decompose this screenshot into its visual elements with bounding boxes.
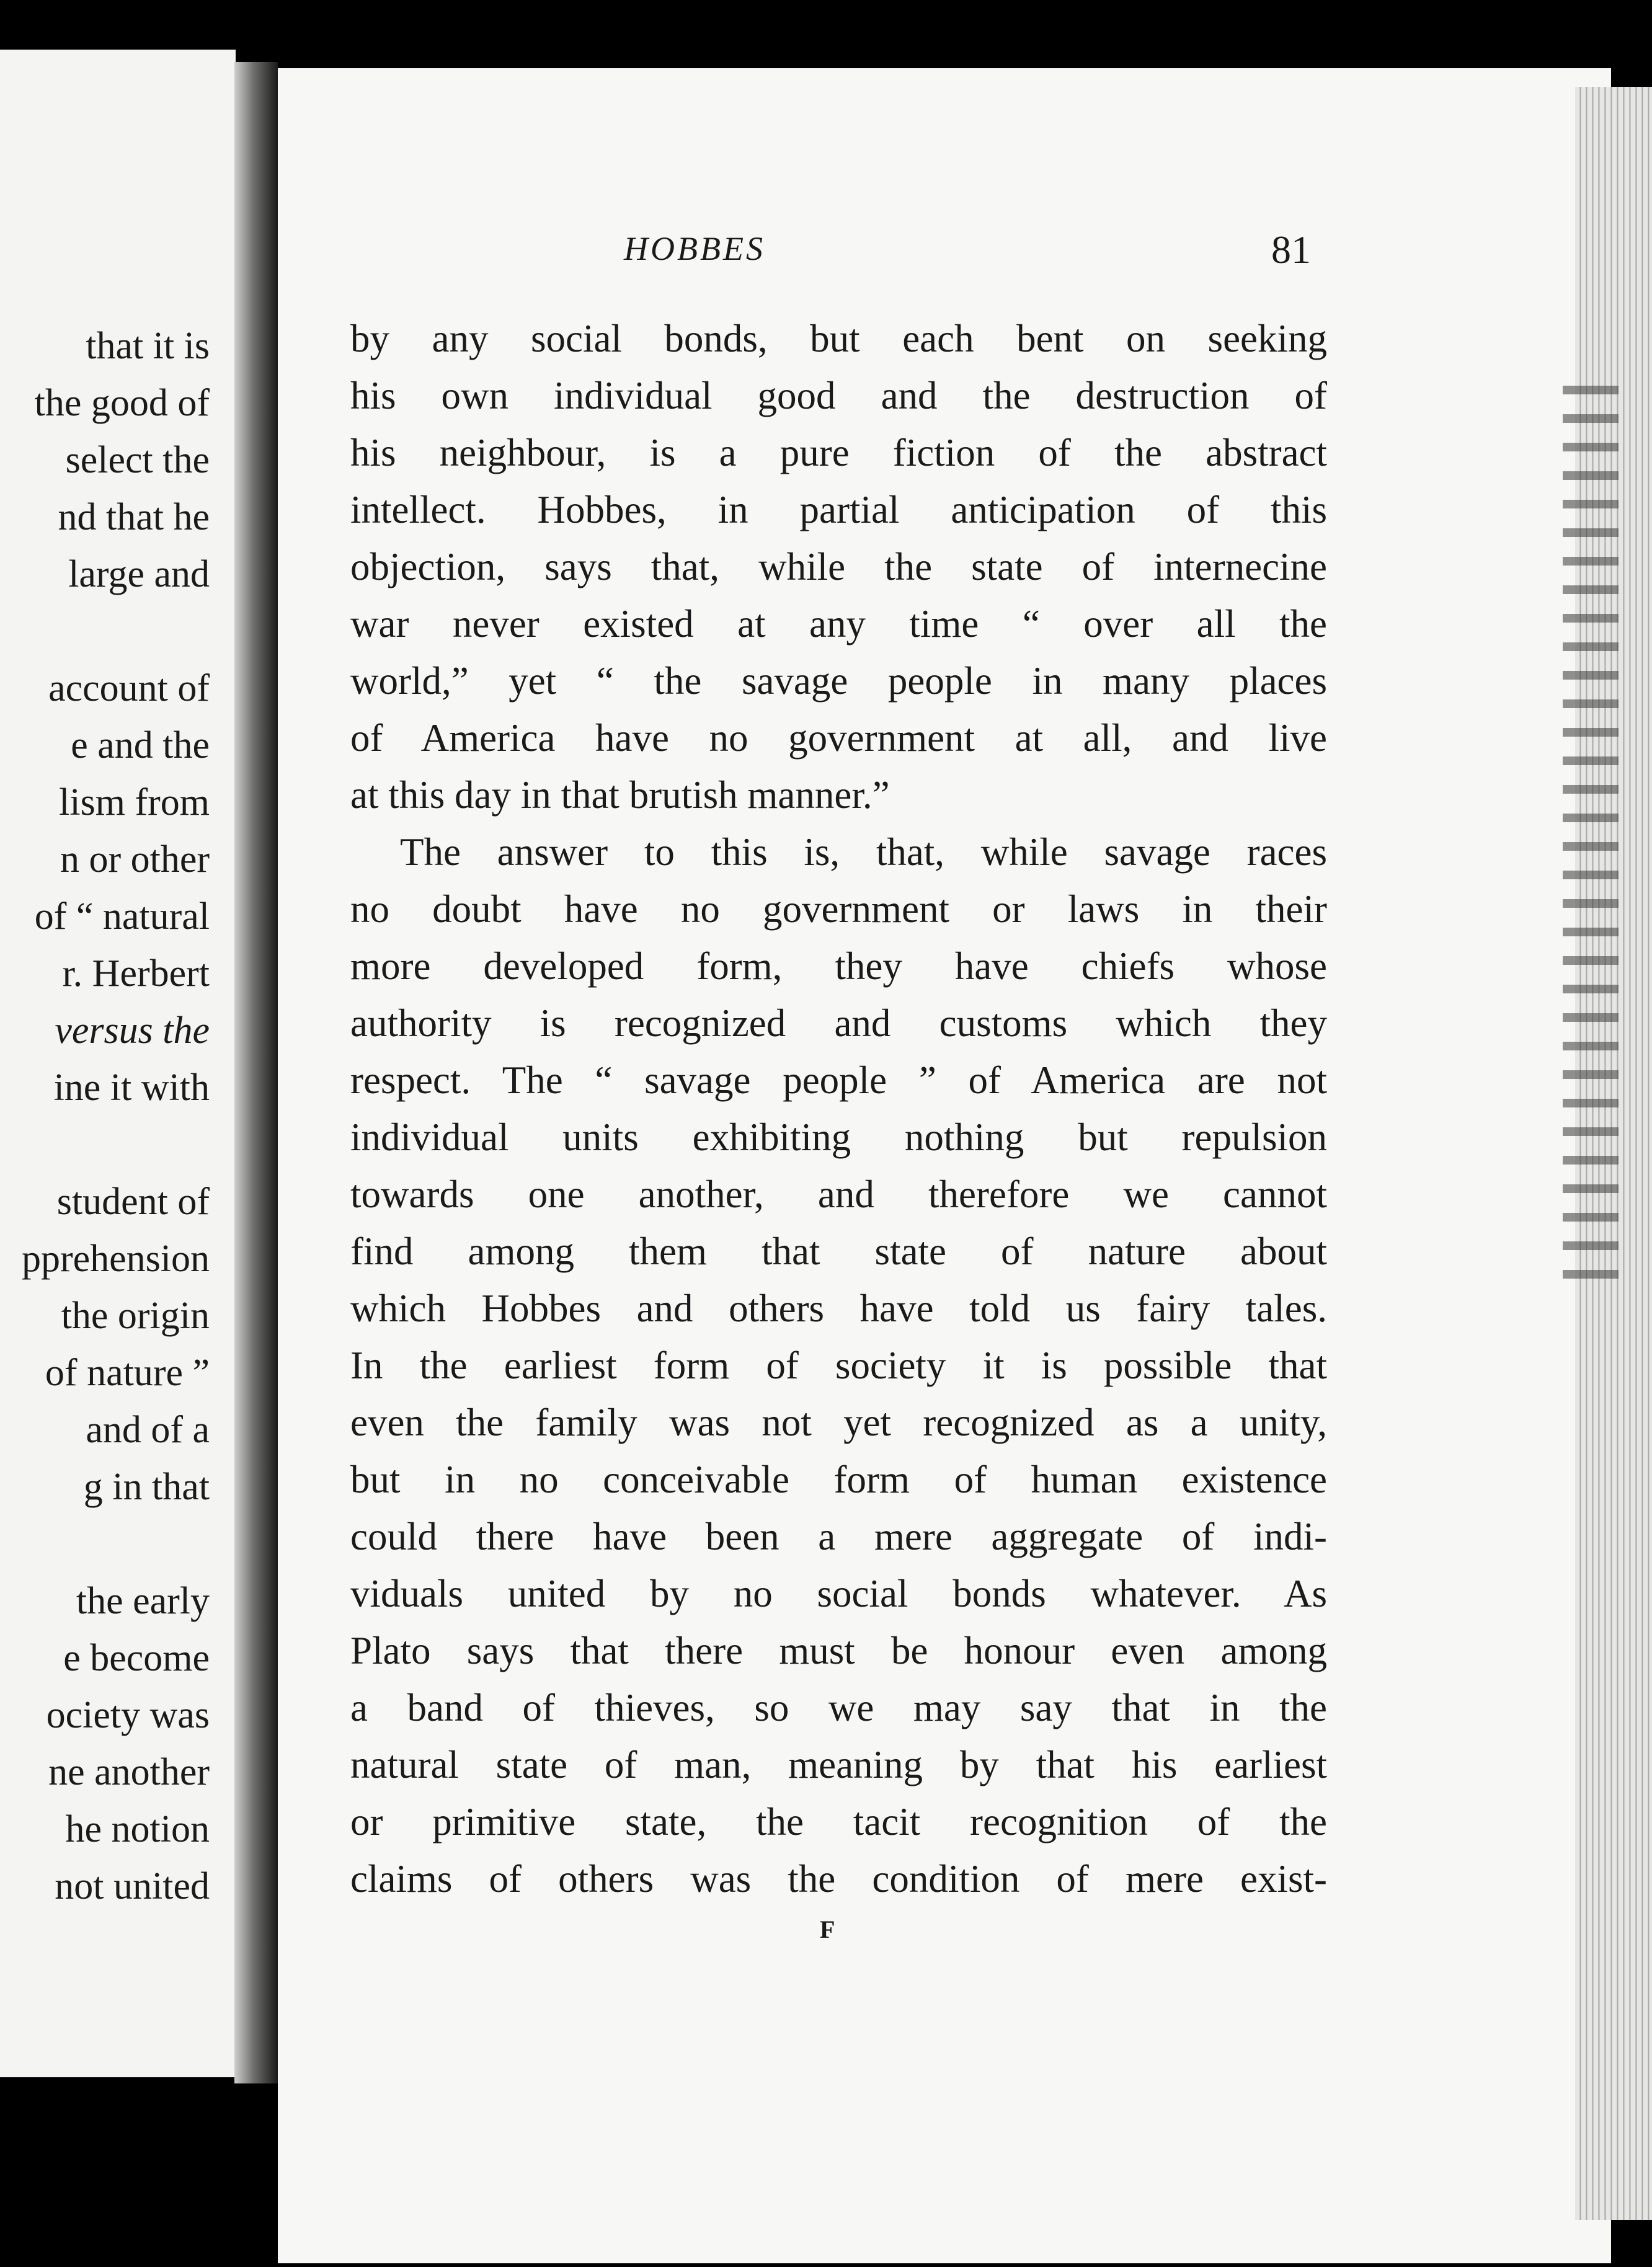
text-line: claims of others was the condition of mere exist- (350, 1857, 1327, 1901)
text-line: at this day in that brutish manner.” (350, 773, 890, 817)
left-facing-page (0, 50, 236, 2077)
text-line: world,” yet “ the savage people in many places (350, 659, 1327, 703)
left-line (22, 1515, 210, 1573)
left-line (22, 1116, 210, 1173)
left-line: nd that he (58, 496, 210, 538)
book-gutter (234, 62, 278, 2083)
left-line: of “ natural (34, 895, 210, 938)
page-number: 81 (1271, 228, 1311, 272)
page-edge-marks (1563, 372, 1619, 1290)
left-line: ociety was (46, 1694, 210, 1736)
text-line: viduals united by no social bonds whatever. As (350, 1572, 1327, 1615)
text-line: Plato says that there must be honour even among (350, 1629, 1327, 1672)
left-page-text (22, 317, 210, 1915)
text-line: war never existed at any time “ over all the (350, 602, 1327, 645)
text-line: of America have no government at all, and live (350, 716, 1327, 760)
left-line: versus the (55, 1009, 210, 1052)
text-line: but in no conceivable form of human existence (350, 1458, 1327, 1501)
left-line: account of (48, 667, 210, 709)
text-line: towards one another, and therefore we cannot (350, 1173, 1327, 1216)
text-line: his neighbour, is a pure fiction of the abstract (350, 431, 1327, 474)
text-line: his own individual good and the destruction of (350, 374, 1327, 417)
left-line: r. Herbert (62, 952, 210, 995)
left-line: large and (68, 553, 210, 595)
left-line: not united (55, 1865, 210, 1907)
text-line: which Hobbes and others have told us fairy tales. (350, 1287, 1327, 1330)
left-line: n or other (60, 838, 210, 881)
left-line: he notion (65, 1808, 210, 1850)
text-line: objection, says that, while the state of internecine (350, 545, 1327, 588)
left-line: the origin (61, 1295, 210, 1337)
text-line: by any social bonds, but each bent on seeking (350, 317, 1327, 360)
text-line: or primitive state, the tacit recognition of the (350, 1800, 1327, 1843)
text-line: more developed form, they have chiefs whose (350, 944, 1327, 988)
left-line: e and the (71, 724, 210, 766)
text-line: individual units exhibiting nothing but repulsion (350, 1116, 1327, 1159)
signature-mark: F (820, 1915, 835, 1943)
left-line: the good of (34, 382, 210, 424)
left-line: lism from (59, 781, 210, 823)
text-line: find among them that state of nature about (350, 1230, 1327, 1273)
text-line: no doubt have no government or laws in their (350, 887, 1327, 931)
left-line: e become (63, 1637, 210, 1679)
text-line: a band of thieves, so we may say that in the (350, 1686, 1327, 1729)
left-line: g in that (83, 1466, 210, 1508)
left-line: ine it with (53, 1067, 210, 1109)
left-line: the early (76, 1580, 210, 1622)
left-line: and of a (86, 1409, 210, 1451)
text-line: intellect. Hobbes, in partial anticipation of this (350, 488, 1327, 531)
left-line: ne another (48, 1751, 210, 1793)
text-line: natural state of man, meaning by that his earliest (350, 1743, 1327, 1786)
text-line: respect. The “ savage people ” of America are not (350, 1058, 1327, 1102)
left-line (22, 603, 210, 660)
text-line: authority is recognized and customs which they (350, 1001, 1327, 1045)
running-head: HOBBES (624, 230, 765, 267)
left-line: select the (65, 439, 210, 481)
left-line: student of (56, 1181, 210, 1223)
text-line: could there have been a mere aggregate of indi- (350, 1515, 1327, 1558)
left-line: pprehension (21, 1238, 210, 1280)
left-line: of nature ” (45, 1352, 210, 1394)
body-text (350, 310, 1327, 1907)
text-line: The answer to this is, that, while savage races (400, 830, 1327, 874)
left-line: that it is (86, 325, 210, 367)
text-line: even the family was not yet recognized as a unity, (350, 1401, 1327, 1444)
text-line: In the earliest form of society it is possible that (350, 1344, 1327, 1387)
